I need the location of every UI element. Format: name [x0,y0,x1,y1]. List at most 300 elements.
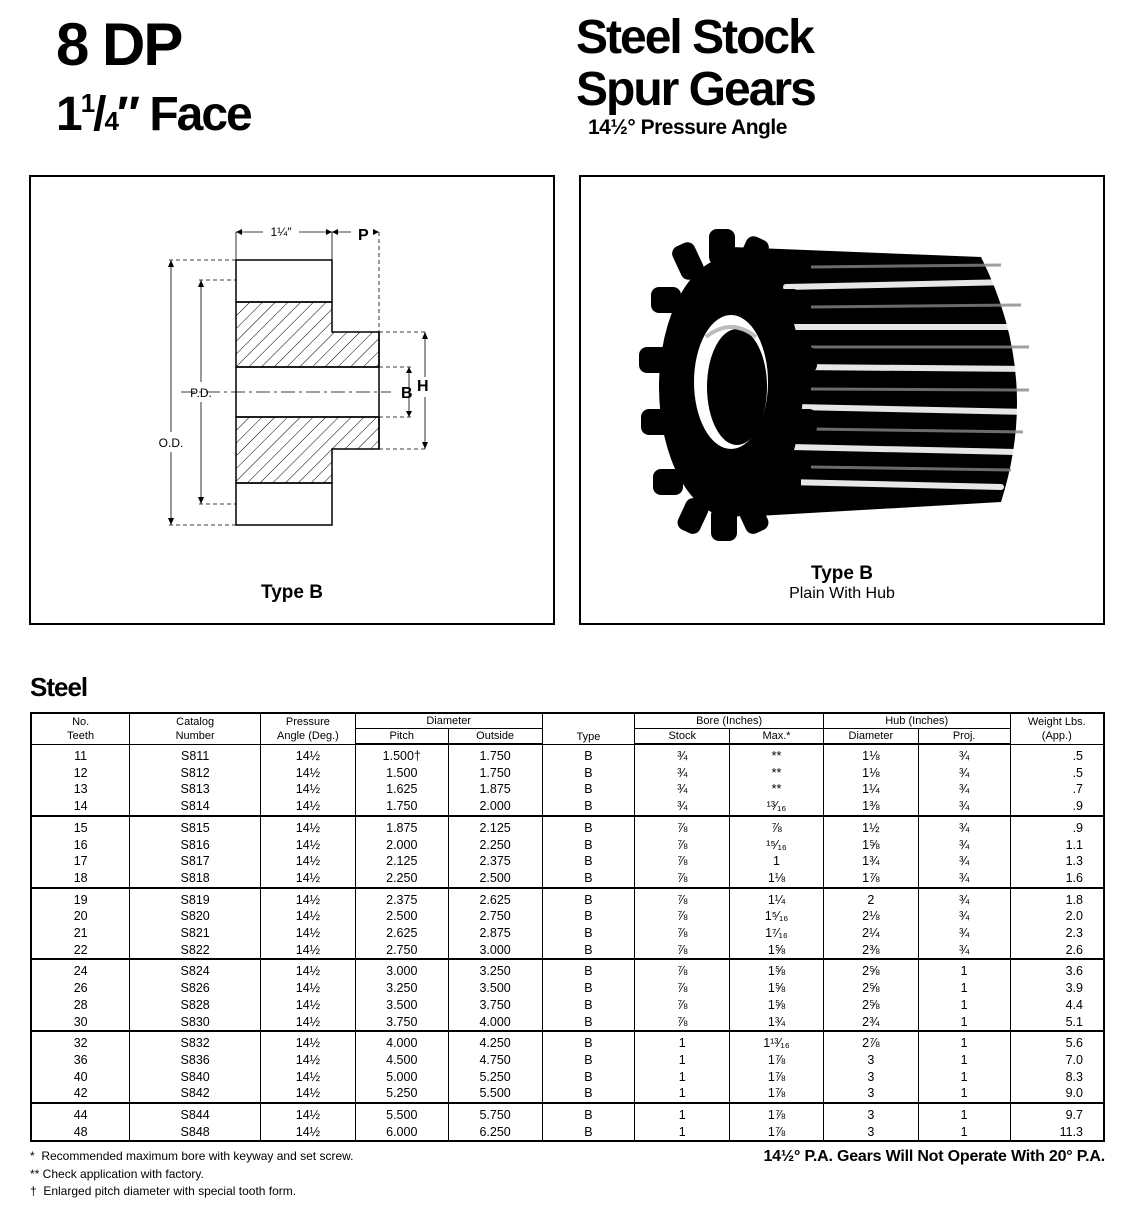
photo-subcaption: Plain With Hub [789,585,895,602]
table-cell: 1⅞ [730,1124,824,1142]
table-cell: ¾ [918,888,1010,909]
pressure-angle-warning: 14½° P.A. Gears Will Not Operate With 20° P.A. [763,1148,1105,1165]
table-cell: B [542,1031,635,1052]
table-cell: 2⅝ [823,997,918,1014]
pressure-angle-subtitle: 14½° Pressure Angle [588,116,787,139]
table-cell: B [542,1103,635,1124]
table-cell: B [542,1052,635,1069]
table-cell: 26 [31,980,130,997]
table-cell: 2.125 [355,853,448,870]
table-cell: 16 [31,837,130,854]
col-header-pressure: Pressure Angle (Deg.) [261,713,356,744]
table-cell: ¾ [918,870,1010,888]
table-cell: 2.000 [448,798,542,816]
table-cell: 11 [31,744,130,765]
table-cell: S836 [130,1052,261,1069]
table-cell: 1⁷⁄₁₆ [730,925,824,942]
table-cell: 14½ [261,997,356,1014]
table-cell: 1 [730,853,824,870]
table-cell: ** [730,765,824,782]
table-cell: 19 [31,888,130,909]
table-cell: B [542,925,635,942]
table-cell: 14½ [261,837,356,854]
table-cell: 14½ [261,798,356,816]
table-cell: 3 [823,1052,918,1069]
table-cell: 21 [31,925,130,942]
table-cell: B [542,1069,635,1086]
table-cell: B [542,781,635,798]
table-cell: 1.875 [448,781,542,798]
table-cell: 1 [635,1031,730,1052]
table-cell: 8.3 [1010,1069,1104,1086]
table-cell: 14 [31,798,130,816]
table-cell: B [542,798,635,816]
table-cell: ¾ [918,942,1010,960]
col-header-type: Type [542,713,635,744]
table-cell: 4.750 [448,1052,542,1069]
table-cell: 1⁵⁄₁₆ [730,908,824,925]
table-cell: 1⅛ [730,870,824,888]
face-width-title: $1^1/4''$ Face [56,88,251,141]
diagram-caption: Type B [261,582,323,603]
table-cell: S822 [130,942,261,960]
table-cell: 22 [31,942,130,960]
table-cell: S817 [130,853,261,870]
col-header-pitch: Pitch [355,729,448,745]
table-row [31,1031,1104,1052]
col-header-bore: Bore (Inches) [635,713,824,729]
table-cell: ⅞ [635,888,730,909]
table-cell: 14½ [261,1031,356,1052]
table-cell: ⅞ [635,980,730,997]
table-cell: 1⅞ [730,1069,824,1086]
table-cell: B [542,959,635,980]
table-cell: B [542,837,635,854]
table-cell: 2 [823,888,918,909]
table-cell: 2⅜ [823,942,918,960]
table-cell: ⅞ [635,870,730,888]
table-cell: S813 [130,781,261,798]
table-cell: 3.000 [355,959,448,980]
gear-cross-section-diagram [31,177,553,623]
table-cell: S812 [130,765,261,782]
table-cell: ¾ [918,765,1010,782]
width-dimension-label: 1¼″ [270,225,292,239]
table-cell: 1 [918,1103,1010,1124]
col-header-outside: Outside [448,729,542,745]
spur-gear-spec-table [30,712,1105,1142]
table-cell: 1.3 [1010,853,1104,870]
table-cell: S811 [130,744,261,765]
table-cell: S820 [130,908,261,925]
table-cell: B [542,980,635,997]
table-cell: 14½ [261,853,356,870]
table-row [31,959,1104,980]
product-title-line1: Steel Stock [576,11,813,64]
diametral-pitch-title: 8 DP [56,11,182,78]
table-cell: 2⅝ [823,980,918,997]
table-cell: 1½ [823,816,918,837]
col-header-diameter: Diameter [355,713,542,729]
table-cell: 14½ [261,765,356,782]
table-cell: 3.750 [448,997,542,1014]
table-row [31,1124,1104,1142]
table-cell: 14½ [261,980,356,997]
table-cell: 1⅛ [823,744,918,765]
table-cell: 3.250 [448,959,542,980]
table-cell: 1.750 [355,798,448,816]
od-label: O.D. [158,436,184,450]
table-cell: ⅞ [635,908,730,925]
table-cell: 1 [918,1014,1010,1032]
table-cell: 4.4 [1010,997,1104,1014]
table-cell: 1 [635,1085,730,1103]
table-row [31,1014,1104,1032]
table-cell: 3.500 [448,980,542,997]
table-cell: 1.500 [355,765,448,782]
table-cell: 2.250 [355,870,448,888]
table-cell: 14½ [261,1052,356,1069]
table-cell: 3.000 [448,942,542,960]
table-cell: 12 [31,765,130,782]
table-cell: 2.625 [355,925,448,942]
gear-photo-panel [579,175,1105,625]
table-cell: 2.500 [355,908,448,925]
col-header-weight: Weight Lbs. (App.) [1010,713,1104,744]
table-cell: 5.500 [448,1085,542,1103]
table-cell: ⅞ [635,853,730,870]
table-cell: 5.000 [355,1069,448,1086]
table-cell: 1 [918,997,1010,1014]
table-cell: 4.250 [448,1031,542,1052]
table-cell: ¾ [635,781,730,798]
table-cell: 15 [31,816,130,837]
table-cell: .5 [1010,744,1104,765]
table-cell: 1.1 [1010,837,1104,854]
table-cell: 1 [635,1103,730,1124]
table-cell: 1⅞ [730,1103,824,1124]
table-cell: ⅞ [635,925,730,942]
table-row [31,816,1104,837]
table-cell: 28 [31,997,130,1014]
table-cell: S848 [130,1124,261,1142]
table-cell: ¾ [918,744,1010,765]
table-cell: 3 [823,1103,918,1124]
table-cell: 1⅜ [823,798,918,816]
table-cell: S832 [130,1031,261,1052]
table-cell: ¾ [918,781,1010,798]
table-cell: 1.8 [1010,888,1104,909]
table-cell: 1.6 [1010,870,1104,888]
table-cell: 1⅞ [730,1052,824,1069]
table-cell: S826 [130,980,261,997]
table-cell: 1 [918,959,1010,980]
table-cell: 44 [31,1103,130,1124]
table-cell: 1⅝ [730,997,824,1014]
table-cell: 2.6 [1010,942,1104,960]
title-left [56,11,251,146]
table-row [31,765,1104,782]
table-cell: 2⅞ [823,1031,918,1052]
table-cell: 1⅞ [730,1085,824,1103]
table-cell: 17 [31,853,130,870]
table-cell: 2.375 [448,853,542,870]
table-cell: S814 [130,798,261,816]
table-cell: 14½ [261,888,356,909]
table-row [31,744,1104,765]
table-cell: 1⅝ [730,980,824,997]
table-row [31,942,1104,960]
table-cell: S824 [130,959,261,980]
table-cell: 1.875 [355,816,448,837]
spur-gear-illustration [581,177,1103,623]
table-cell: 2.125 [448,816,542,837]
footnote-check-factory: ** Check application with factory. [30,1166,204,1181]
table-cell: .9 [1010,816,1104,837]
table-row [31,888,1104,909]
table-cell: 1¼ [730,888,824,909]
table-cell: ⅞ [635,942,730,960]
table-row [31,781,1104,798]
table-cell: .9 [1010,798,1104,816]
table-cell: B [542,888,635,909]
table-cell: 1 [918,1085,1010,1103]
table-cell: 3.750 [355,1014,448,1032]
table-cell: 14½ [261,959,356,980]
table-cell: B [542,765,635,782]
table-cell: 2⅛ [823,908,918,925]
table-cell: 14½ [261,870,356,888]
table-cell: B [542,1085,635,1103]
col-header-hub: Hub (Inches) [823,713,1010,729]
col-header-proj: Proj. [918,729,1010,745]
table-cell: 2¼ [823,925,918,942]
table-cell: 36 [31,1052,130,1069]
table-cell: 5.250 [448,1069,542,1086]
table-cell: S844 [130,1103,261,1124]
table-cell: 42 [31,1085,130,1103]
table-cell: 13 [31,781,130,798]
table-cell: 2.500 [448,870,542,888]
table-cell: 1⅝ [823,837,918,854]
table-cell: 2.0 [1010,908,1104,925]
table-cell: 3.500 [355,997,448,1014]
table-cell: 1⅛ [823,765,918,782]
table-cell: ¹³⁄₁₆ [730,798,824,816]
table-cell: 1 [635,1124,730,1142]
table-cell: 1 [635,1069,730,1086]
table-cell: ⅞ [635,837,730,854]
table-cell: B [542,908,635,925]
table-cell: 14½ [261,816,356,837]
table-cell: 11.3 [1010,1124,1104,1142]
face-denominator: 4 [104,106,117,136]
table-cell: 1¾ [730,1014,824,1032]
table-cell: ⅞ [730,816,824,837]
table-cell: 5.6 [1010,1031,1104,1052]
table-cell: 1 [918,1052,1010,1069]
table-cell: 1 [918,1124,1010,1142]
table-cell: S818 [130,870,261,888]
col-header-teeth: No. Teeth [31,713,130,744]
table-cell: ¾ [918,908,1010,925]
table-cell: 32 [31,1031,130,1052]
cross-section-panel [29,175,555,625]
table-cell: 1 [918,1069,1010,1086]
table-row [31,1103,1104,1124]
table-cell: ⅞ [635,959,730,980]
table-cell: 6.250 [448,1124,542,1142]
section-title: Steel [30,672,88,702]
table-cell: B [542,997,635,1014]
table-cell: S816 [130,837,261,854]
col-header-stock: Stock [635,729,730,745]
table-cell: 2.3 [1010,925,1104,942]
table-cell: ¾ [918,853,1010,870]
table-cell: 9.7 [1010,1103,1104,1124]
table-cell: 2.625 [448,888,542,909]
table-cell: B [542,816,635,837]
title-right [576,12,815,140]
table-cell: 3 [823,1124,918,1142]
table-row [31,837,1104,854]
table-row [31,997,1104,1014]
table-row [31,798,1104,816]
table-cell: 5.750 [448,1103,542,1124]
face-suffix: ″ Face [116,88,251,141]
table-row [31,980,1104,997]
h-hub-label: H [417,378,429,395]
table-cell: 3.250 [355,980,448,997]
table-cell: 20 [31,908,130,925]
col-header-catalog: Catalog Number [130,713,261,744]
table-row [31,1052,1104,1069]
table-cell: 1¹³⁄₁₆ [730,1031,824,1052]
table-cell: ¾ [635,765,730,782]
p-dimension-label: P [358,227,369,244]
table-cell: 1¾ [823,853,918,870]
table-cell: 5.1 [1010,1014,1104,1032]
table-cell: 4.500 [355,1052,448,1069]
table-cell: 2.875 [448,925,542,942]
table-cell: 2¾ [823,1014,918,1032]
table-cell: S828 [130,997,261,1014]
table-cell: S821 [130,925,261,942]
table-cell: B [542,853,635,870]
product-title-line2: Spur Gears [576,63,815,116]
table-cell: .5 [1010,765,1104,782]
table-cell: ** [730,781,824,798]
table-cell: ¾ [918,925,1010,942]
table-cell: 2.000 [355,837,448,854]
table-cell: 14½ [261,942,356,960]
table-cell: B [542,1124,635,1142]
photo-caption: Type B [811,563,873,584]
table-cell: 9.0 [1010,1085,1104,1103]
footnotes [30,1148,353,1201]
table-cell: S815 [130,816,261,837]
table-cell: 14½ [261,1069,356,1086]
table-cell: 14½ [261,1085,356,1103]
table-cell: 3 [823,1085,918,1103]
table-cell: 1 [918,1031,1010,1052]
table-row [31,853,1104,870]
table-cell: 3.9 [1010,980,1104,997]
table-cell: 14½ [261,1014,356,1032]
table-cell: S819 [130,888,261,909]
table-cell: .7 [1010,781,1104,798]
table-cell: 6.000 [355,1124,448,1142]
table-cell: 2⅝ [823,959,918,980]
table-row [31,925,1104,942]
table-cell: 7.0 [1010,1052,1104,1069]
table-cell: 1.750 [448,744,542,765]
table-cell: 14½ [261,908,356,925]
table-cell: ⅞ [635,1014,730,1032]
table-cell: B [542,1014,635,1032]
table-cell: 2.750 [355,942,448,960]
table-row [31,1085,1104,1103]
table-cell: ¾ [918,837,1010,854]
table-cell: B [542,870,635,888]
col-header-max: Max.* [730,729,824,745]
table-cell: ⅞ [635,816,730,837]
table-cell: S840 [130,1069,261,1086]
table-cell: ¹⁵⁄₁₆ [730,837,824,854]
pd-label: P.D. [190,386,212,400]
table-cell: ¾ [918,816,1010,837]
table-cell: S830 [130,1014,261,1032]
spur-gear-table-body [31,744,1104,1141]
face-whole: 1 [56,88,81,141]
table-cell: 5.500 [355,1103,448,1124]
table-cell: 1.500† [355,744,448,765]
table-cell: 18 [31,870,130,888]
table-cell: 1⅝ [730,942,824,960]
table-cell: ¾ [635,744,730,765]
table-cell: 24 [31,959,130,980]
table-cell: 48 [31,1124,130,1142]
table-cell: 1¼ [823,781,918,798]
table-cell: 1.750 [448,765,542,782]
b-bore-label: B [401,385,413,402]
table-cell: 3.6 [1010,959,1104,980]
table-cell: 14½ [261,925,356,942]
table-cell: 14½ [261,1124,356,1142]
table-row [31,908,1104,925]
table-cell: S842 [130,1085,261,1103]
table-cell: 5.250 [355,1085,448,1103]
table-cell: 3 [823,1069,918,1086]
table-cell: ⅞ [635,997,730,1014]
table-cell: B [542,744,635,765]
table-row [31,1069,1104,1086]
table-cell: 14½ [261,1103,356,1124]
table-cell: B [542,942,635,960]
table-cell: 4.000 [448,1014,542,1032]
table-cell: 2.750 [448,908,542,925]
table-cell: ¾ [635,798,730,816]
table-cell: ** [730,744,824,765]
table-cell: 2.375 [355,888,448,909]
table-cell: 4.000 [355,1031,448,1052]
table-cell: 30 [31,1014,130,1032]
table-cell: 40 [31,1069,130,1086]
col-header-hub-diameter: Diameter [823,729,918,745]
footnote-enlarged-pitch: † Enlarged pitch diameter with special tooth form. [30,1184,297,1198]
table-cell: 14½ [261,781,356,798]
table-cell: 14½ [261,744,356,765]
